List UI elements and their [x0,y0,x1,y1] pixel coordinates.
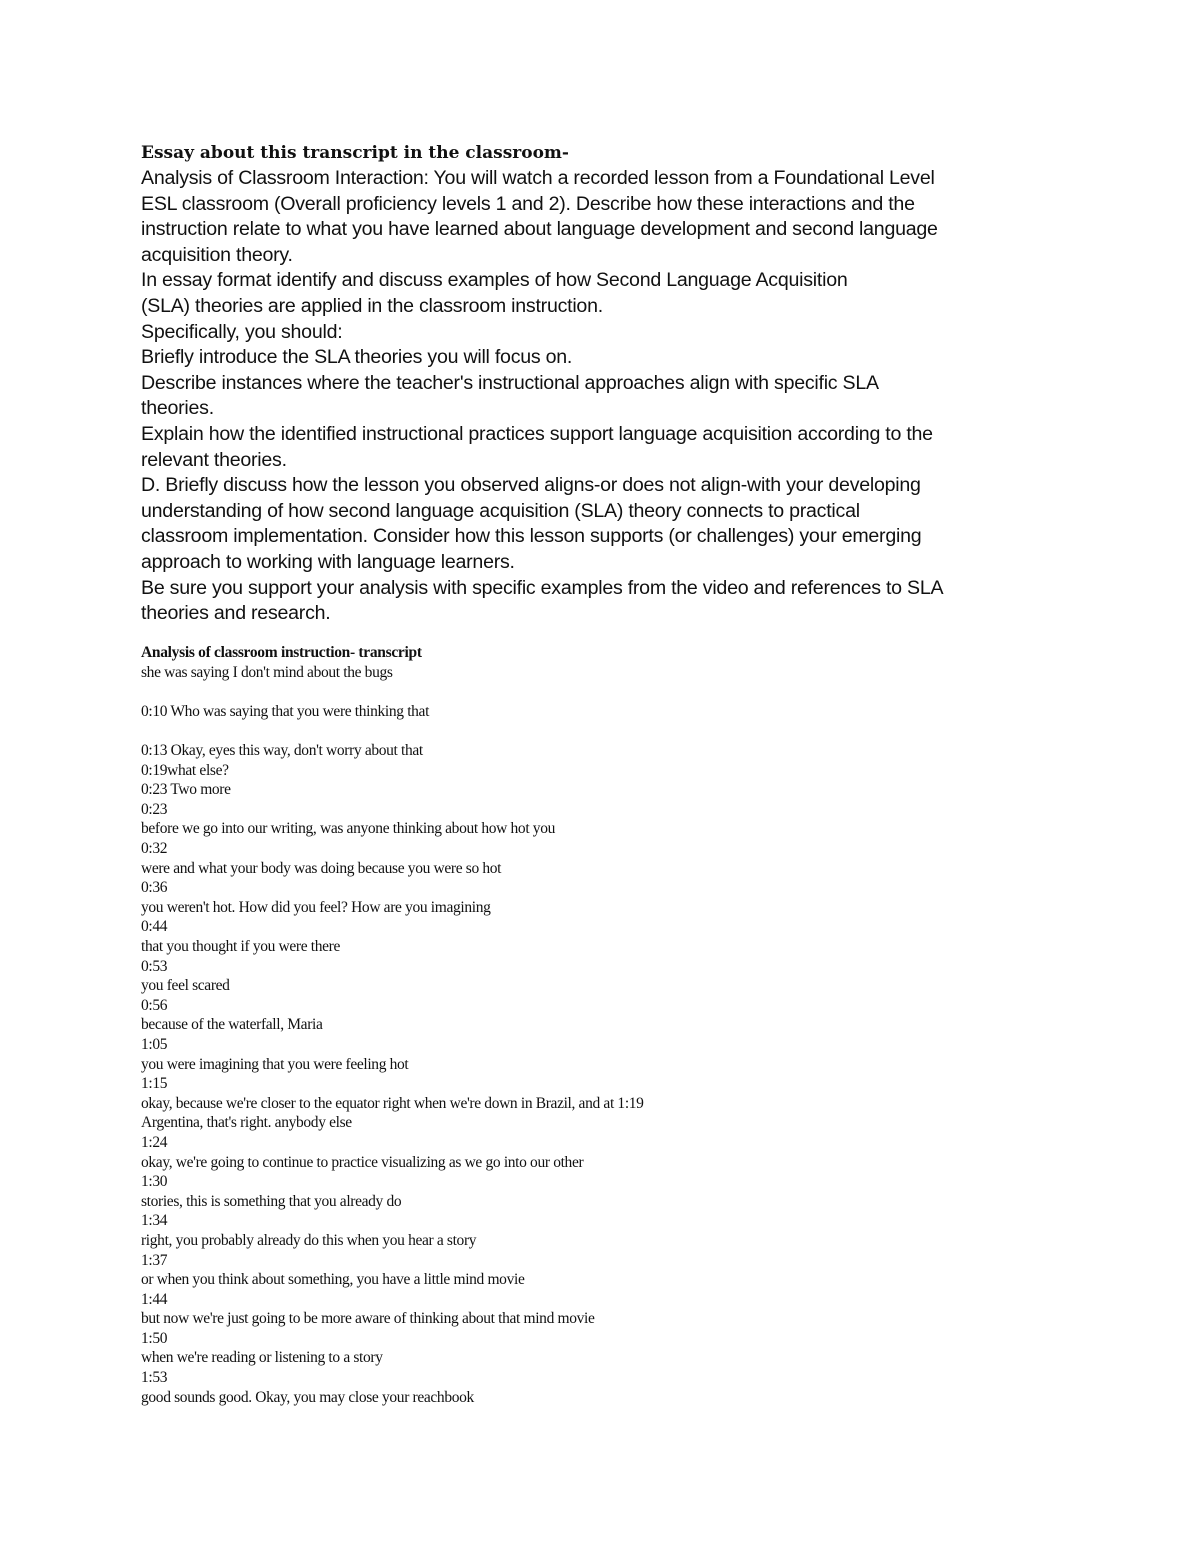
transcript-line: 0:32 [141,840,168,858]
transcript-line: or when you think about something, you have a little mind movie [141,1271,525,1289]
transcript-line: 1:44 [141,1290,168,1308]
transcript-line: okay, because we're closer to the equator right when we're down in Brazil, and at 1:19 [141,1094,644,1112]
transcript-line: 1:53 [141,1369,168,1387]
transcript-line: 0:23 Two more [141,781,231,799]
prompt-line: acquisition theory. [141,243,293,266]
transcript-line [141,721,1061,741]
transcript-line: 1:05 [141,1035,168,1053]
prompt-line: understanding of how second language acquisition (SLA) theory connects to practical [141,499,860,522]
prompt-line: theories and research. [141,602,331,625]
transcript-line: 0:10 Who was saying that you were thinking that [141,702,430,720]
prompt-line: (SLA) theories are applied in the classroom instruction. [141,294,603,317]
essay-title: Essay about this transcript in the classroom- [141,143,569,163]
essay-prompt [141,166,1061,627]
transcript-line: okay, we're going to continue to practice visualizing as we go into our other [141,1153,584,1171]
transcript-line: you were imagining that you were feeling hot [141,1055,409,1073]
transcript-line: 1:50 [141,1329,168,1347]
transcript-title: Analysis of classroom instruction- transcript [141,643,422,661]
transcript-line: 1:24 [141,1133,168,1151]
prompt-line: ESL classroom (Overall proficiency levels 1 and 2). Describe how these interactions and the [141,192,915,215]
transcript-line: 0:13 Okay, eyes this way, don't worry about that [141,742,423,760]
prompt-line: classroom implementation. Consider how this lesson supports (or challenges) your emerging [141,525,922,548]
prompt-line: In essay format identify and discuss examples of how Second Language Acquisition [141,269,848,292]
transcript-line: 1:34 [141,1212,168,1230]
transcript-line: were and what your body was doing because you were so hot [141,859,502,877]
transcript-line: because of the waterfall, Maria [141,1016,323,1034]
transcript-line: when we're reading or listening to a story [141,1349,383,1367]
transcript-line: before we go into our writing, was anyone thinking about how hot you [141,820,555,838]
transcript-line: you feel scared [141,977,230,995]
transcript-line: 1:37 [141,1251,168,1269]
prompt-line: approach to working with language learners. [141,550,515,573]
prompt-line: theories. [141,397,214,420]
transcript-body [141,663,1061,1408]
transcript-line: 0:19what else? [141,761,229,779]
transcript-line: she was saying I don't mind about the bugs [141,663,393,681]
transcript-line: 0:36 [141,879,168,897]
transcript-line: right, you probably already do this when you hear a story [141,1231,477,1249]
transcript-line: that you thought if you were there [141,938,341,955]
transcript-line: 1:30 [141,1173,168,1191]
prompt-line: relevant theories. [141,448,287,471]
prompt-line: Analysis of Classroom Interaction: You will watch a recorded lesson from a Foundational Level [141,167,935,189]
transcript-line: stories, this is something that you already do [141,1192,402,1210]
transcript-line: 0:23 [141,800,168,818]
prompt-line: D. Briefly discuss how the lesson you observed aligns-or does not align-with your developing [141,474,921,497]
transcript-line: 1:15 [141,1075,168,1093]
transcript-line: good sounds good. Okay, you may close your reachbook [141,1388,474,1406]
transcript-line: 0:56 [141,996,168,1014]
transcript-line: Argentina, that's right. anybody else [141,1114,352,1132]
prompt-line: Explain how the identified instructional practices support language acquisition according to the [141,422,933,445]
transcript-line: you weren't hot. How did you feel? How are you imagining [141,898,491,916]
transcript-line: 0:53 [141,957,168,975]
prompt-line: instruction relate to what you have learned about language development and second language [141,218,938,241]
prompt-line: Briefly introduce the SLA theories you will focus on. [141,346,573,369]
prompt-line: Describe instances where the teacher's instructional approaches align with specific SLA [141,371,879,394]
document-content [141,141,1061,1407]
prompt-line: Be sure you support your analysis with specific examples from the video and references to SLA [141,576,944,599]
transcript-line [141,682,1061,702]
transcript-line: 0:44 [141,918,168,936]
prompt-line: Specifically, you should: [141,320,343,343]
transcript-line: but now we're just going to be more aware of thinking about that mind movie [141,1310,595,1328]
